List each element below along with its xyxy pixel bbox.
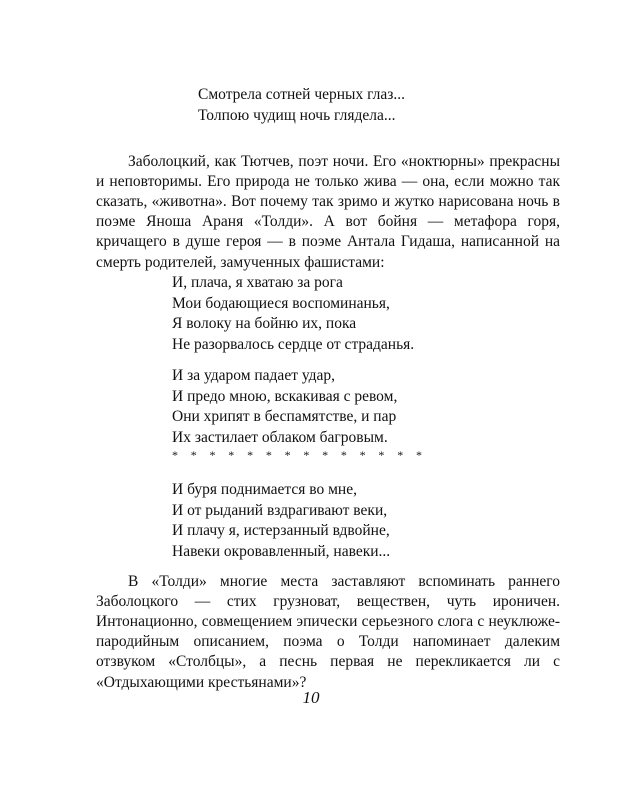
separator-star: * bbox=[359, 448, 366, 462]
epigraph bbox=[198, 84, 498, 126]
poem-line: И от рыданий вздрагивают веки, bbox=[172, 501, 388, 519]
poem-line: И буря поднимается во мне, bbox=[172, 481, 357, 498]
separator-star: * bbox=[397, 448, 404, 462]
separator-star: * bbox=[378, 448, 385, 462]
separator-star: * bbox=[172, 448, 178, 462]
poem-line: Они хрипят в беспамятстве, и пар bbox=[172, 408, 397, 425]
separator-star: * bbox=[265, 448, 272, 462]
separator-star: * bbox=[340, 448, 347, 462]
poem-stanza-1 bbox=[172, 273, 502, 355]
epigraph-line: Толпою чудищ ночь глядела... bbox=[198, 107, 396, 124]
poem-line: Я волоку на бойню их, пока bbox=[172, 315, 357, 332]
separator-star: * bbox=[247, 448, 254, 462]
poem-line: Мои бодающиеся воспоминанья, bbox=[172, 294, 390, 312]
page-number: 10 bbox=[302, 688, 320, 707]
poem-line: Навеки окровавленный, навеки... bbox=[172, 542, 391, 560]
poem-line: Не разорвалось сердце от страданья. bbox=[172, 335, 415, 353]
poem-line: И за ударом падает удар, bbox=[172, 367, 336, 384]
paragraph-toldi: В «Толди» многие места заставляют вспоминать раннего Заболоцкого — стих грузноват, веществен, чуть ироничен. Интонационно, совмещением эпически серьезного слога с неуклюже-пародийным описанием, поэма о Толди напоминает далеким отзвуком «Столбцы», а песнь первая не перекликается ли с «Отдыхающими крестьянами»? bbox=[96, 572, 560, 691]
poem-stanza-3 bbox=[172, 480, 502, 562]
stanza-separator bbox=[172, 450, 422, 460]
separator-star: * bbox=[415, 448, 422, 462]
epigraph-line: Смотрела сотней черных глаз... bbox=[198, 86, 406, 103]
poem-stanza-2 bbox=[172, 366, 502, 448]
poem-line: И, плача, я хватаю за рога bbox=[172, 274, 343, 291]
separator-star: * bbox=[303, 448, 310, 462]
poem-line: И плачу я, истерзанный вдвойне, bbox=[172, 522, 390, 539]
separator-star: * bbox=[284, 448, 291, 462]
separator-star: * bbox=[322, 448, 329, 462]
separator-star: * bbox=[228, 448, 235, 462]
separator-star: * bbox=[209, 448, 216, 462]
poem-line: Их застилает облаком багровым. bbox=[172, 428, 388, 446]
separator-star: * bbox=[190, 448, 197, 462]
paragraph-night-poet: Заболоцкий, как Тютчев, поэт ночи. Его «ноктюрны» прекрасны и неповторимы. Его природа не только жива — она, если можно так сказать, «животна». Вот почему так зримо и жутко нарисована ночь в поэме Яноша Араня «Толди». А вот бойня — метафора горя, кричащего в душе героя — в поэме Антала Гидаша, написанной на смерть родителей, замученных фашистами: bbox=[96, 152, 560, 271]
poem-line: И предо мною, вскакивая с ревом, bbox=[172, 387, 398, 405]
